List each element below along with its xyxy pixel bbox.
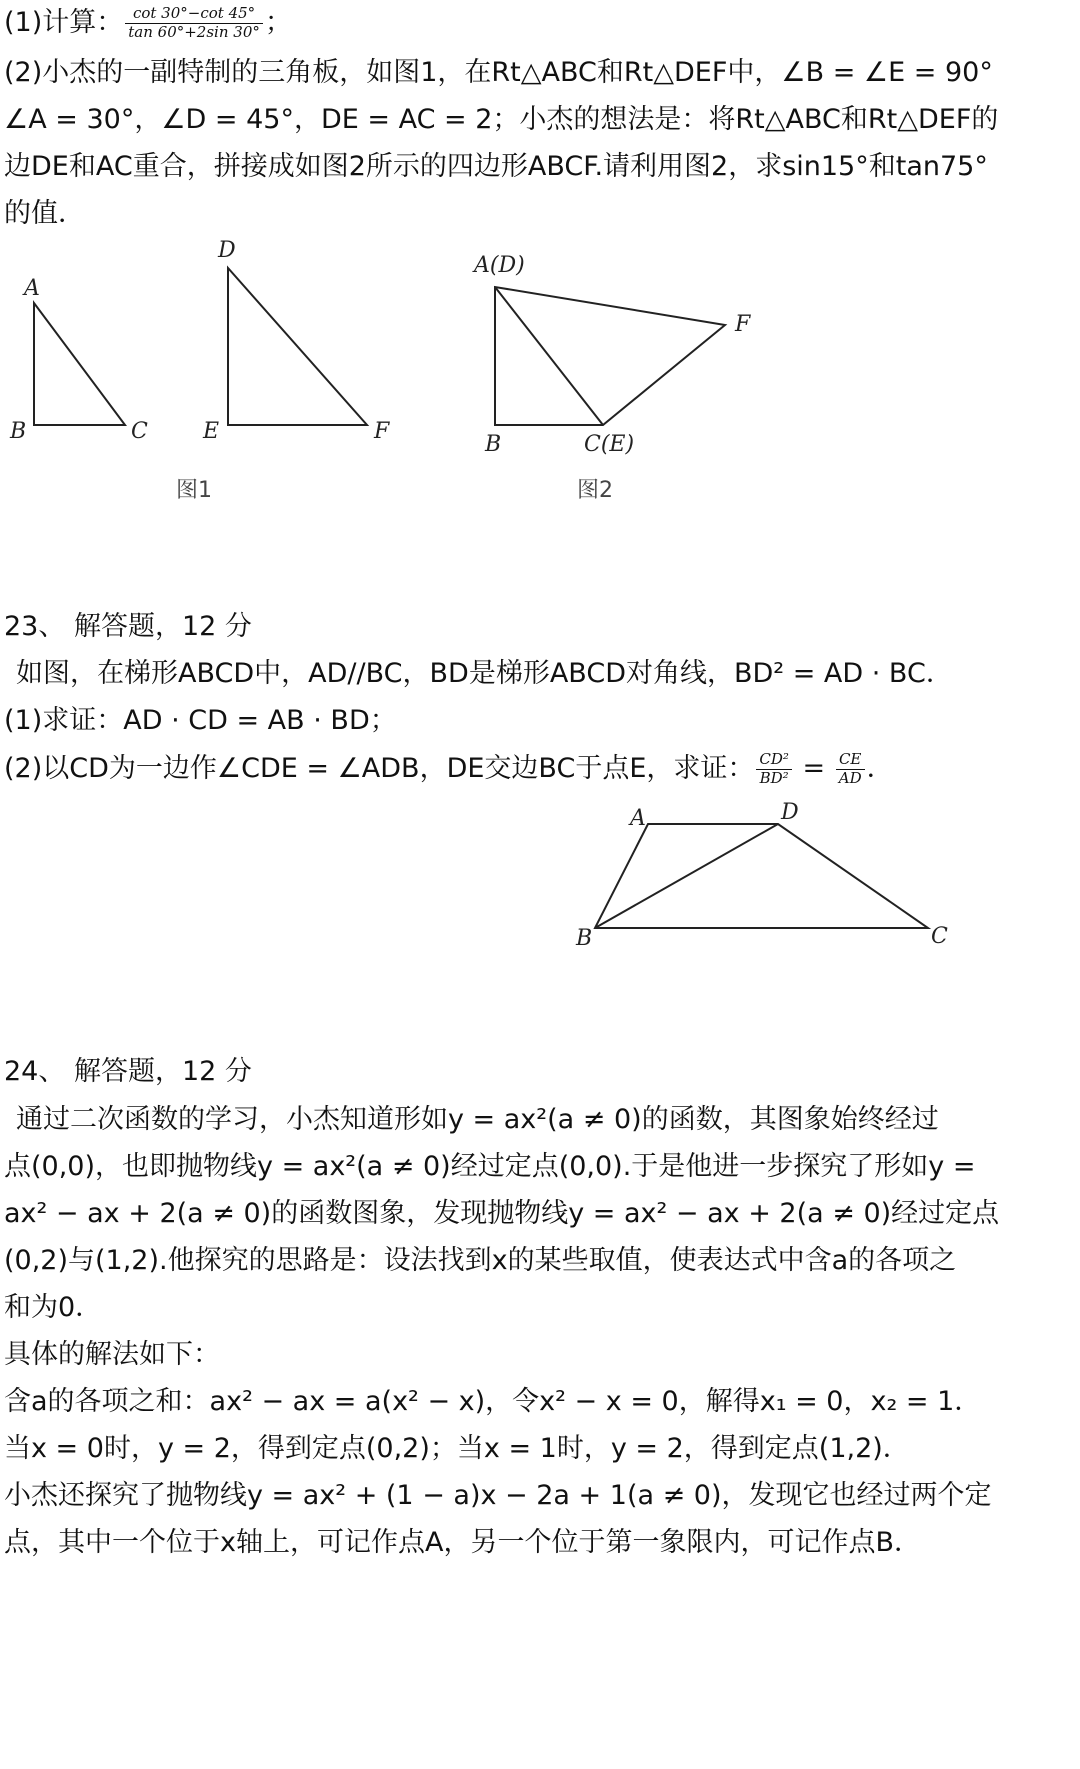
q23-trapezoid-figure	[560, 798, 980, 958]
q22-part1-end: ；	[264, 7, 292, 38]
q24-line3: ax² − ax + 2(a ≠ 0)的函数图象，发现抛物线y = ax² − ax + 2(a ≠ 0)经过定点	[4, 1198, 1000, 1229]
q24-header: 24、 解答题，12 分	[4, 1056, 252, 1087]
q24-line9: 小杰还探究了抛物线y = ax² + (1 − a)x − 2a + 1(a ≠ 0)，发现它也经过两个定	[4, 1480, 992, 1511]
figure2	[495, 287, 725, 425]
q24-line6: 具体的解法如下：	[4, 1339, 220, 1370]
label-e: E	[203, 419, 220, 444]
q23-line3-prefix: (2)以CD为一边作∠CDE = ∠ADB，DE交边BC于点E，求证：	[4, 753, 755, 784]
q23-fraction-1	[756, 752, 792, 787]
label-a-d: A(D)	[474, 253, 525, 278]
label-trap-b: B	[576, 926, 593, 951]
q22-fraction	[125, 6, 263, 41]
q23-line2: (1)求证：AD · CD = AB · BD；	[4, 705, 397, 736]
figure2-caption: 图2	[577, 478, 613, 503]
label-b: B	[10, 419, 27, 444]
label-f2: F	[735, 312, 751, 337]
q23-frac2-den: AD	[838, 769, 862, 787]
q22-figures	[0, 235, 960, 535]
q24-line5: 和为0．	[4, 1292, 103, 1323]
q22-part1	[4, 6, 292, 41]
q22-line5: 的值．	[4, 198, 85, 229]
q22-fraction-denominator: tan 60°+2sin 30°	[128, 23, 260, 41]
q24-line2: 点(0,0)，也即抛物线y = ax²(a ≠ 0)经过定点(0,0).于是他进一步探究了形如y =	[4, 1151, 976, 1182]
triangle-def	[228, 268, 367, 425]
triangle-abc	[34, 303, 125, 425]
q22-line3: ∠A = 30°，∠D = 45°，DE = AC = 2；小杰的想法是：将Rt△ABC和Rt△DEF的	[4, 104, 999, 135]
q24-line10: 点，其中一个位于x轴上，可记作点A，另一个位于第一象限内，可记作点B．	[4, 1527, 921, 1558]
label-trap-a: A	[630, 806, 646, 831]
q23-line3	[4, 752, 894, 787]
q23-frac2-num: CE	[836, 752, 865, 770]
label-f: F	[374, 419, 390, 444]
trapezoid-abcd	[595, 824, 928, 928]
q23-equals: =	[802, 753, 826, 784]
q23-frac1-den: BD²	[759, 769, 789, 787]
q22-fraction-numerator: cot 30°−cot 45°	[125, 6, 263, 24]
label-trap-c: C	[931, 924, 948, 949]
q23-header: 23、 解答题，12 分	[4, 611, 252, 642]
label-trap-d: D	[781, 800, 799, 825]
label-a: A	[24, 276, 40, 301]
q24-line4: (0,2)与(1,2).他探究的思路是：设法找到x的某些取值，使表达式中含a的各项之	[4, 1245, 957, 1276]
label-d: D	[218, 238, 236, 263]
figure1-caption: 图1	[176, 478, 212, 503]
q24-line1: 通过二次函数的学习，小杰知道形如y = ax²(a ≠ 0)的函数，其图象始终经过	[16, 1104, 939, 1135]
q22-line2: (2)小杰的一副特制的三角板，如图1，在Rt△ABC和Rt△DEF中，∠B = ∠E = 90°	[4, 57, 993, 88]
diagonal-ac	[495, 287, 603, 425]
q24-line7: 含a的各项之和：ax² − ax = a(x² − x)，令x² − x = 0，解得x₁ = 0，x₂ = 1．	[4, 1386, 982, 1417]
label-c: C	[131, 419, 148, 444]
q22-part1-prefix: (1)计算：	[4, 7, 124, 38]
label-c-e: C(E)	[584, 432, 635, 457]
q22-line4: 边DE和AC重合，拼接成如图2所示的四边形ABCF.请利用图2，求sin15°和tan75°	[4, 151, 988, 182]
quadrilateral-abcf	[495, 287, 725, 425]
label-b2: B	[485, 432, 502, 457]
q23-line3-end: ．	[866, 753, 894, 784]
q23-fraction-2	[836, 752, 865, 787]
q23-frac1-num: CD²	[756, 752, 792, 770]
q23-line1: 如图，在梯形ABCD中，AD//BC，BD是梯形ABCD对角线，BD² = AD · BC．	[16, 658, 953, 689]
q24-line8: 当x = 0时，y = 2，得到定点(0,2)；当x = 1时，y = 2，得到定点(1,2)．	[4, 1433, 910, 1464]
figure1	[34, 268, 367, 425]
